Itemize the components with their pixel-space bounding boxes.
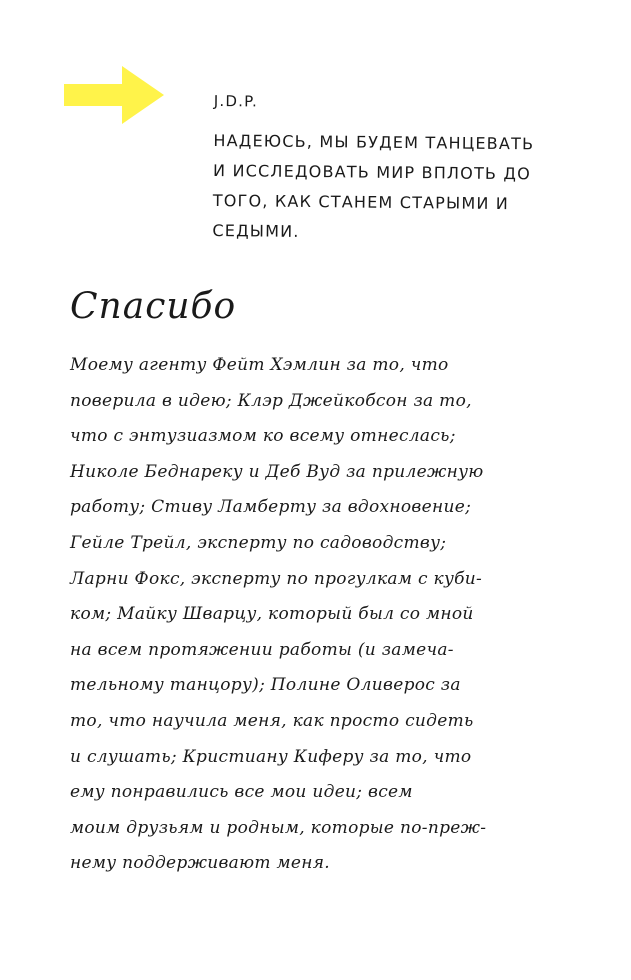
- dedication-initials: J.D.P.: [213, 91, 259, 111]
- acknowledgements-text: Моему агенту Фейт Хэмлин за то, что поверила в идею; Клэр Джейкобсон за то, что с энтузиазмом ко всему отнеслась; Николе Беднареку и Деб Вуд за прилежную работу; Стиву Ламберту за вдохновение; Гейле Трейл, эксперту по садоводству; Ларни Фокс, эксперту по прогулкам с куби- ком; Майку Шварцу, который был со мной на всем протяжении работы (и замеча- тельному танцору); Полине Оливерос за то, что научила меня, как просто сидеть и слушать; Кристиану Киферу за то, что ему понравились все мои идеи; всем моим друзьям и родным, которые по-преж- нему поддерживают меня.: [70, 355, 487, 874]
- page-title: Спасибо: [70, 286, 237, 327]
- dedication: [212, 86, 604, 250]
- arrow-right-icon: [64, 66, 164, 124]
- dedication-message: НАДЕЮСЬ, МЫ БУДЕМ ТАНЦЕВАТЬ И ИССЛЕДОВАТЬ МИР ВПЛОТЬ ДО ТОГО, КАК СТАНЕМ СТАРЫМИ И СЕДЫМИ.: [212, 130, 535, 241]
